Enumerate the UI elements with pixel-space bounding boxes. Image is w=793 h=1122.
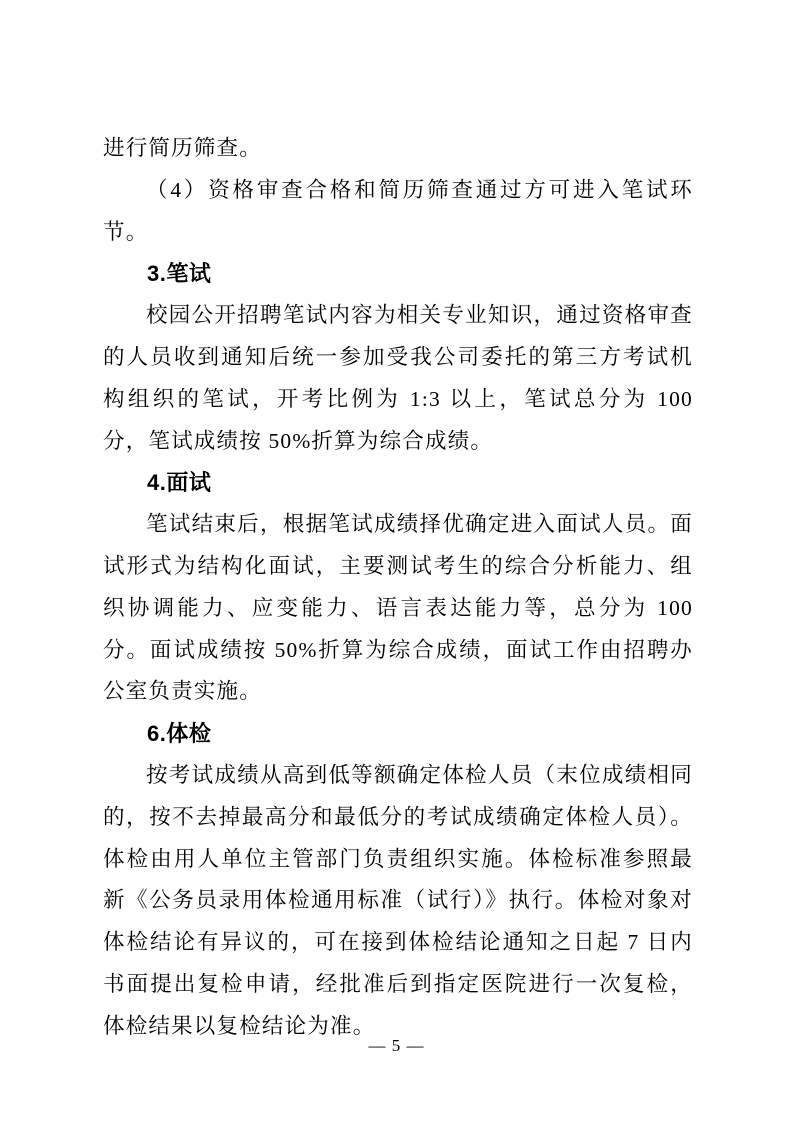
paragraph: 校园公开招聘笔试内容为相关专业知识，通过资格审查的人员收到通知后统一参加受我公司委托的第三方考试机构组织的笔试，开考比例为 1:3 以上，笔试总分为 100 分，笔试成绩按 50%折算为综合成绩。: [103, 303, 693, 453]
paragraph: 按考试成绩从高到低等额确定体检人员（末位成绩相同的，按不去掉最高分和最低分的考试成绩确定体检人员）。体检由用人单位主管部门负责组织实施。体检标准参照最新《公务员录用体检通用标准（试行）》执行。体检对象对体检结论有异议的，可在接到体检结论通知之日起 7 日内书面提出复检申请，经批准后到指定医院进行一次复检，体检结果以复检结论为准。: [103, 762, 693, 1038]
paragraph: 进行简历筛查。: [103, 136, 262, 160]
paragraph: 笔试结束后，根据笔试成绩择优确定进入面试人员。面试形式为结构化面试，主要测试考生的综合分析能力、组织协调能力、应变能力、语言表达能力等，总分为 100 分。面试成绩按 50%折算为综合成绩，面试工作由招聘办公室负责实施。: [103, 512, 693, 704]
page-number: — 5 —: [368, 1036, 425, 1055]
paragraph: （4）资格审查合格和简历筛查通过方可进入笔试环节。: [103, 177, 693, 244]
section-heading: 6.体检: [147, 721, 212, 747]
section-heading: 4.面试: [147, 470, 212, 496]
document-body: [103, 128, 693, 1048]
section-heading: 3.笔试: [147, 261, 212, 287]
